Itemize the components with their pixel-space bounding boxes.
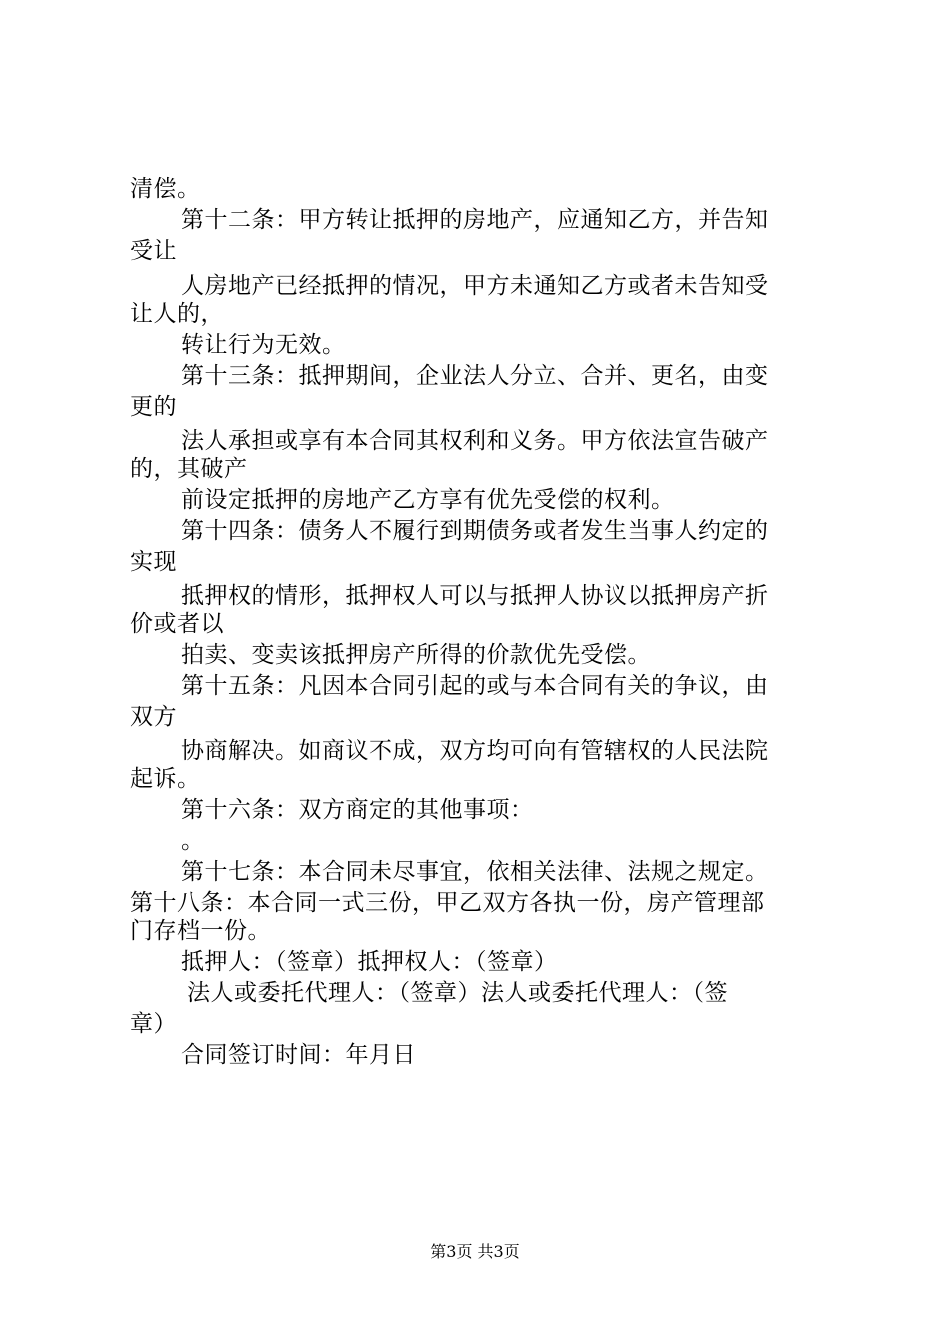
text-line: 合同签订时间：年月日: [181, 1042, 416, 1068]
text-line: 抵押权的情形，抵押权人可以与抵押人协议以抵押房产折: [181, 583, 769, 609]
page-number-label: 第3页 共3页: [430, 1242, 520, 1261]
text-line: 的，其破产: [130, 456, 248, 482]
text-line: 让人的，: [130, 301, 224, 327]
text-line: 第十二条：甲方转让抵押的房地产，应通知乙方，并告知: [181, 207, 769, 233]
text-line: 第十三条：抵押期间，企业法人分立、合并、更名，由变: [181, 363, 769, 389]
text-line: 门存档一份。: [130, 918, 271, 944]
text-line: 第十五条：凡因本合同引起的或与本合同有关的争议，由: [181, 673, 769, 699]
text-line: 章）: [130, 1011, 177, 1037]
text-line: 起诉。: [130, 766, 201, 792]
text-line: 价或者以: [130, 611, 224, 637]
text-line: 协商解决。如商议不成，双方均可向有管辖权的人民法院: [181, 738, 769, 764]
text-line: 双方: [130, 704, 177, 730]
text-line: 。: [181, 828, 205, 854]
text-line: 更的: [130, 394, 177, 420]
text-line: 拍卖、变卖该抵押房产所得的价款优先受偿。: [181, 642, 651, 668]
text-line: 第十七条：本合同未尽事宜，依相关法律、法规之规定。: [181, 859, 769, 885]
page-footer: [0, 1242, 950, 1262]
text-line: 实现: [130, 549, 177, 575]
text-line: 第十八条：本合同一式三份，甲乙双方各执一份，房产管理部: [130, 890, 765, 916]
text-line: 人房地产已经抵押的情况，甲方未通知乙方或者未告知受: [181, 273, 769, 299]
text-line: 第十四条：债务人不履行到期债务或者发生当事人约定的: [181, 518, 769, 544]
text-line: 清偿。: [130, 176, 201, 202]
text-line: 受让: [130, 238, 177, 264]
text-line: 第十六条：双方商定的其他事项：: [181, 797, 534, 823]
text-line: 法人承担或享有本合同其权利和义务。甲方依法宣告破产: [181, 428, 769, 454]
text-line: 抵押人：（签章）抵押权人：（签章）: [181, 949, 558, 975]
text-line: 前设定抵押的房地产乙方享有优先受偿的权利。: [181, 487, 675, 513]
text-line: 转让行为无效。: [181, 332, 346, 358]
text-line: 法人或委托代理人：（签章）法人或委托代理人：（签: [187, 980, 728, 1006]
